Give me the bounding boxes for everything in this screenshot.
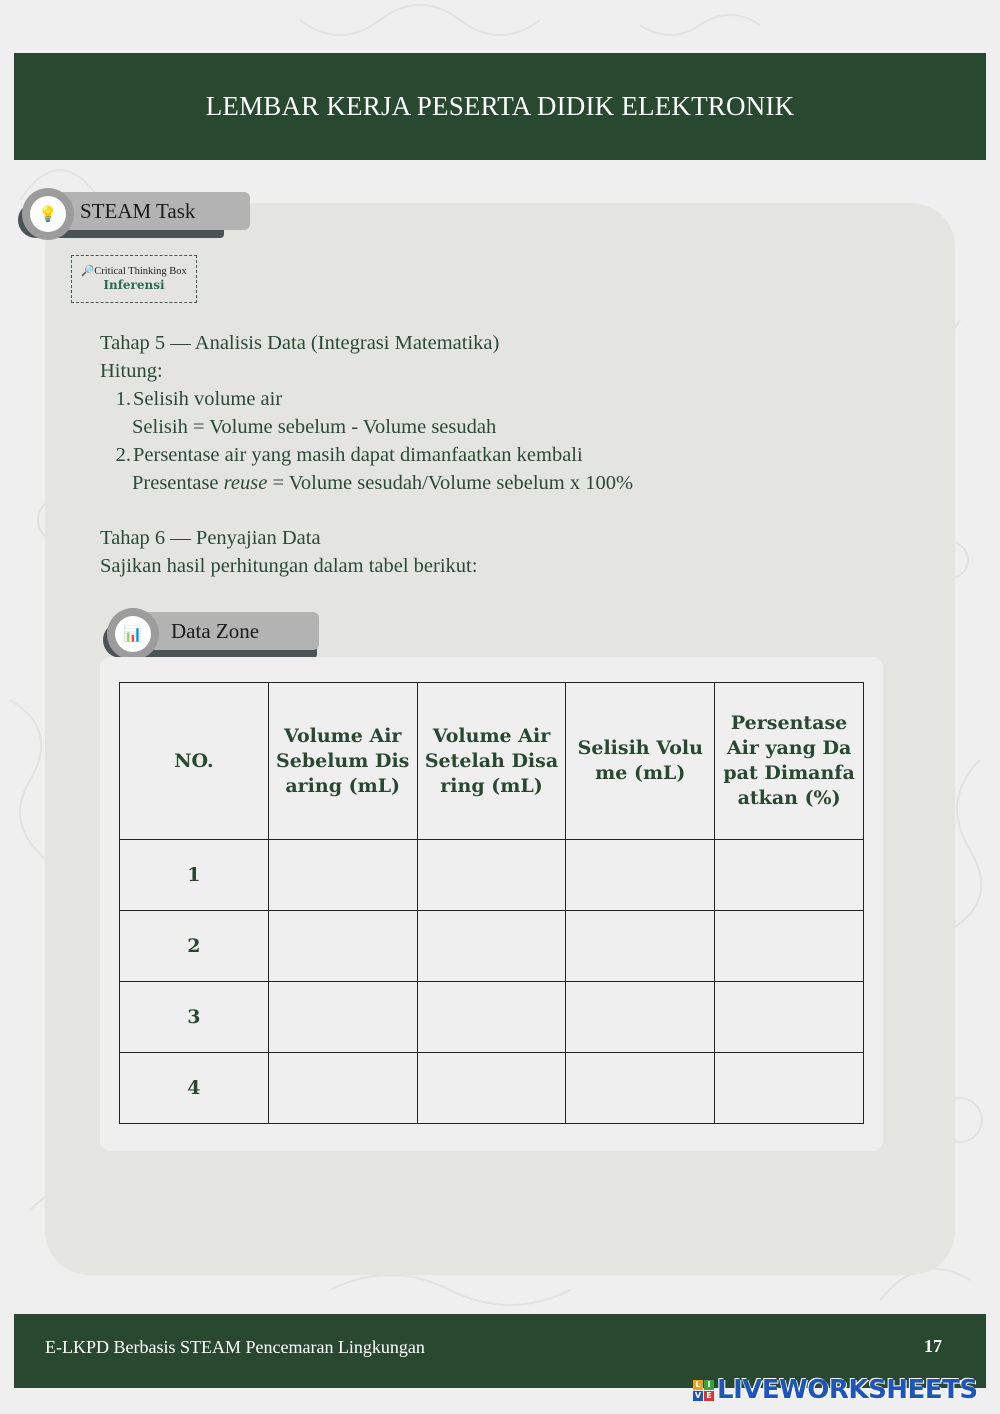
- liveworksheets-logo-icon: L I V E: [693, 1380, 714, 1401]
- critical-thinking-subtitle: Inferensi: [103, 278, 165, 292]
- page-title: LEMBAR KERJA PESERTA DIDIK ELEKTRONIK: [205, 91, 795, 121]
- header-volume-after: Volume Air Setelah Disaring (mL): [417, 683, 566, 840]
- hitung-label: Hitung:: [100, 360, 163, 382]
- liveworksheets-wordmark: LIVEWORKSHEETS: [717, 1375, 978, 1405]
- row-number: 2: [120, 911, 269, 982]
- header-no: NO.: [120, 683, 269, 840]
- data-zone-ribbon: [103, 608, 319, 660]
- instructions: [100, 329, 900, 580]
- data-zone-label: Data Zone: [171, 619, 260, 643]
- header-volume-difference: Selisih Volume (mL): [566, 683, 715, 840]
- row-number: 4: [120, 1053, 269, 1124]
- critical-thinking-title: Critical Thinking Box: [94, 266, 187, 277]
- liveworksheets-watermark[interactable]: [693, 1376, 978, 1404]
- data-table: [119, 682, 864, 1124]
- table-row: [120, 911, 864, 982]
- header-volume-before: Volume Air Sebelum Disaring (mL): [268, 683, 417, 840]
- cell-input[interactable]: [566, 840, 715, 911]
- cell-input[interactable]: [417, 911, 566, 982]
- cell-input[interactable]: [417, 1053, 566, 1124]
- magnifier-icon: 🔎: [81, 266, 95, 277]
- list-item: 1. Selisih volume air: [115, 388, 283, 410]
- steam-task-ribbon: [18, 188, 234, 240]
- cell-input[interactable]: [417, 840, 566, 911]
- table-row: [120, 840, 864, 911]
- row-number: 3: [120, 982, 269, 1053]
- cell-input[interactable]: [268, 911, 417, 982]
- table-row: [120, 982, 864, 1053]
- step6-title: Tahap 6 — Penyajian Data: [100, 527, 321, 549]
- cell-input[interactable]: [566, 982, 715, 1053]
- lightbulb-icon: 💡: [30, 196, 66, 232]
- list-item: 2. Persentase air yang masih dapat dimanfaatkan kembali: [115, 444, 583, 466]
- table-header-row: [120, 683, 864, 840]
- bar-chart-icon: 📊: [115, 616, 151, 652]
- cell-input[interactable]: [715, 1053, 864, 1124]
- cell-input[interactable]: [566, 911, 715, 982]
- table-row: [120, 1053, 864, 1124]
- cell-input[interactable]: [268, 1053, 417, 1124]
- footer-text: E-LKPD Berbasis STEAM Pencemaran Lingkungan: [45, 1337, 425, 1357]
- cell-input[interactable]: [715, 840, 864, 911]
- steam-task-label: STEAM Task: [80, 199, 196, 223]
- step5-title: Tahap 5 — Analisis Data (Integrasi Matematika): [100, 332, 500, 354]
- header-percentage: Persentase Air yang Dapat Dimanfaatkan (%): [715, 683, 864, 840]
- row-number: 1: [120, 840, 269, 911]
- formula-persentase: Presentase reuse = Volume sesudah/Volume sebelum x 100%: [132, 472, 634, 494]
- formula-selisih: Selisih = Volume sebelum - Volume sesudah: [132, 416, 497, 438]
- cell-input[interactable]: [268, 982, 417, 1053]
- cell-input[interactable]: [715, 982, 864, 1053]
- step6-text: Sajikan hasil perhitungan dalam tabel berikut:: [100, 555, 478, 577]
- cell-input[interactable]: [417, 982, 566, 1053]
- cell-input[interactable]: [268, 840, 417, 911]
- cell-input[interactable]: [715, 911, 864, 982]
- page-header: [14, 53, 986, 160]
- critical-thinking-box: [71, 255, 197, 303]
- cell-input[interactable]: [566, 1053, 715, 1124]
- page-number: 17: [924, 1336, 942, 1356]
